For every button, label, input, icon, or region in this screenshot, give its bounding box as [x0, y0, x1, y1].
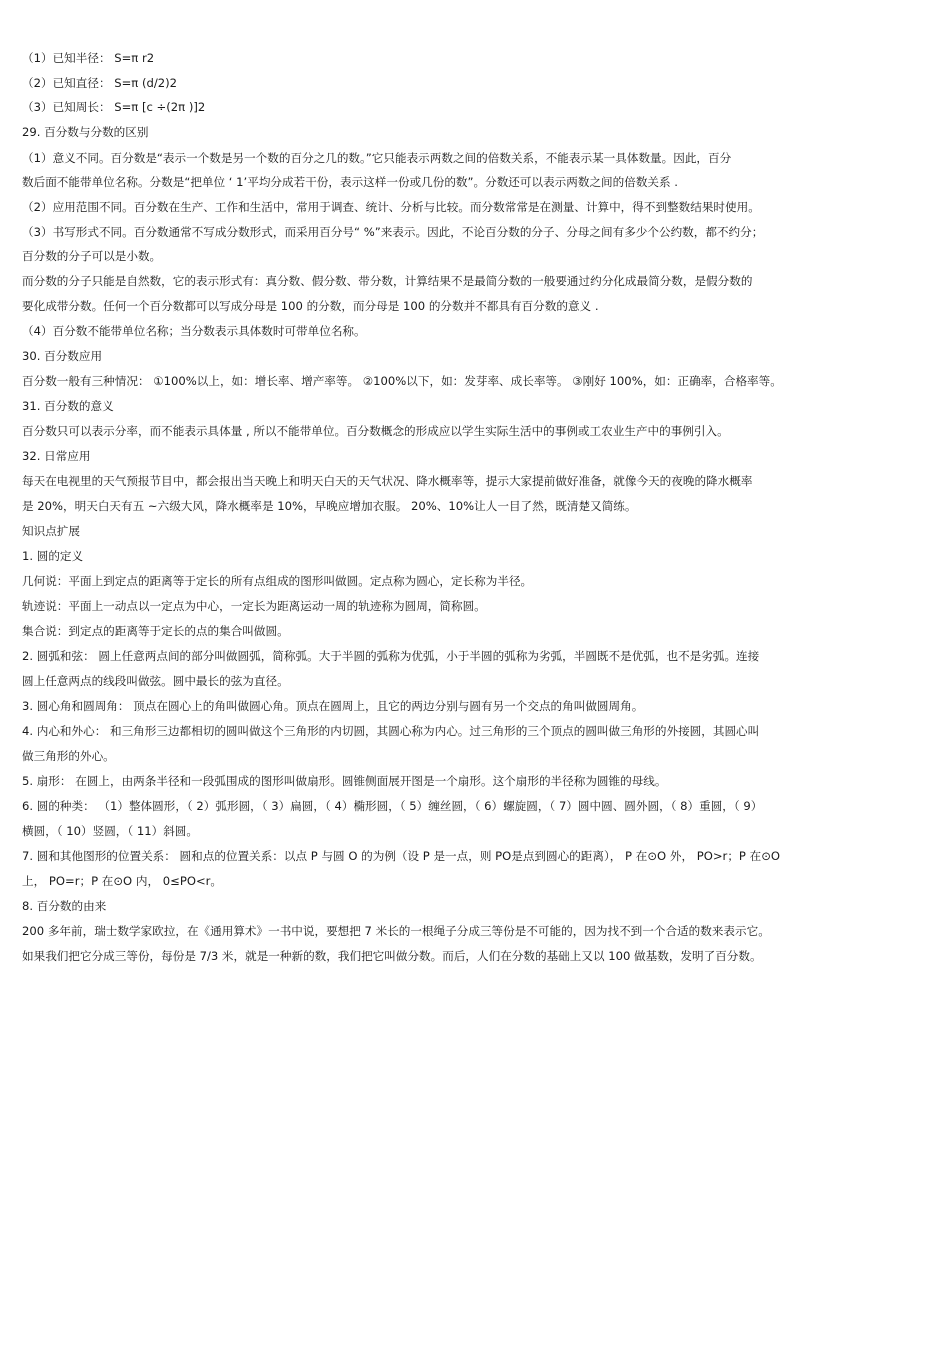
- section-heading: 知识点扩展: [22, 524, 80, 538]
- text-line: 2. 圆弧和弦： 圆上任意两点间的部分叫做圆弧，简称弧。大于半圆的弧称为优弧，小于半圆的弧称为劣弧，半圆既不是优弧，也不是劣弧。连接: [22, 649, 760, 663]
- text-line: 如果我们把它分成三等份，每份是 7/3 米，就是一种新的数，我们把它叫做分数。而后，人们在分数的基础上又以 100 做基数，发明了百分数。: [22, 949, 762, 963]
- text-line: 200 多年前，瑞士数学家欧拉，在《通用算术》一书中说，要想把 7 米长的一根绳子分成三等份是不可能的，因为找不到一个合适的数来表示它。: [22, 924, 770, 938]
- text-line: （3）书写形式不同。百分数通常不写成分数形式，而采用百分号“ %”来表示。因此，不论百分数的分子、分母之间有多少个公约数，都不约分；: [22, 225, 764, 239]
- text-line: 7. 圆和其他图形的位置关系： 圆和点的位置关系：以点 P 与圆 O 的为例（设 P 是一点，则 PO是点到圆心的距离）， P 在⊙O 外， PO>r；P 在⊙O: [22, 849, 781, 863]
- text-line: 集合说：到定点的距离等于定长的点的集合叫做圆。: [22, 624, 289, 638]
- text-line: 百分数的分子可以是小数。: [22, 249, 162, 263]
- text-line: 做三角形的外心。: [22, 749, 115, 763]
- text-line: 要化成带分数。任何一个百分数都可以写成分母是 100 的分数，而分母是 100 的分数并不都具有百分数的意义 .: [22, 299, 599, 313]
- text-line: 横圆，（ 10）竖圆，（ 11）斜圆。: [22, 824, 198, 838]
- text-line: （2）已知直径： S=π (d/2)2: [22, 76, 178, 90]
- text-line: 数后面不能带单位名称。分数是“把单位 ‘ 1’平均分成若干份，表示这样一份或几份的数”。分数还可以表示两数之间的倍数关系 .: [22, 175, 678, 189]
- text-line: 百分数一般有三种情况： ①100%以上，如：增长率、增产率等。 ②100%以下，如：发芽率、成长率等。 ③刚好 100%，如：正确率，合格率等。: [22, 374, 782, 388]
- section-heading: 31. 百分数的意义: [22, 399, 114, 413]
- text-line: 3. 圆心角和圆周角： 顶点在圆心上的角叫做圆心角。顶点在圆周上，且它的两边分别与圆有另一个交点的角叫做圆周角。: [22, 699, 644, 713]
- section-heading: 29. 百分数与分数的区别: [22, 125, 149, 139]
- section-heading: 32. 日常应用: [22, 449, 91, 463]
- text-line: 轨迹说：平面上一动点以一定点为中心，一定长为距离运动一周的轨迹称为圆周，简称圆。: [22, 599, 486, 613]
- text-line: 4. 内心和外心： 和三角形三边都相切的圆叫做这个三角形的内切圆，其圆心称为内心。过三角形的三个顶点的圆叫做三角形的外接圆，其圆心叫: [22, 724, 760, 738]
- section-heading: 8. 百分数的由来: [22, 899, 107, 913]
- text-line: 上， PO=r；P 在⊙O 内， 0≤PO<r。: [22, 874, 223, 888]
- text-line: 每天在电视里的天气预报节目中，都会报出当天晚上和明天白天的天气状况、降水概率等，提示大家提前做好准备，就像今天的夜晚的降水概率: [22, 474, 753, 488]
- text-line: 圆上任意两点的线段叫做弦。圆中最长的弦为直径。: [22, 674, 289, 688]
- section-heading: 30. 百分数应用: [22, 349, 103, 363]
- text-line: （3）已知周长： S=π [c ÷(2π )]2: [22, 100, 206, 114]
- text-line: 是 20%，明天白天有五 ~六级大风，降水概率是 10%，早晚应增加衣服。 20%、10%让人一目了然，既清楚又简练。: [22, 499, 637, 513]
- text-line: 百分数只可以表示分率，而不能表示具体量 , 所以不能带单位。百分数概念的形成应以学生实际生活中的事例或工农业生产中的事例引入。: [22, 424, 729, 438]
- text-line: （2）应用范围不同。百分数在生产、工作和生活中，常用于调查、统计、分析与比较。而分数常常是在测量、计算中，得不到整数结果时使用。: [22, 200, 760, 214]
- text-line: （1）已知半径： S=π r2: [22, 51, 155, 65]
- text-line: 5. 扇形： 在圆上，由两条半径和一段弧围成的图形叫做扇形。圆锥侧面展开图是一个扇形。这个扇形的半径称为圆锥的母线。: [22, 774, 667, 788]
- section-heading: 1. 圆的定义: [22, 549, 84, 563]
- text-line: 几何说：平面上到定点的距离等于定长的所有点组成的图形叫做圆。定点称为圆心，定长称为半径。: [22, 574, 533, 588]
- text-line: 6. 圆的种类： （1）整体圆形，（ 2）弧形圆，（ 3）扁圆，（ 4）椭形圆，（ 5）缠丝圆，（ 6）螺旋圆，（ 7）圆中圆、圆外圆，（ 8）重圆，（ 9）: [22, 799, 763, 813]
- text-line: （1）意义不同。百分数是“表示一个数是另一个数的百分之几的数。”它只能表示两数之间的倍数关系，不能表示某一具体数量。因此，百分: [22, 151, 732, 165]
- text-line: 而分数的分子只能是自然数，它的表示形式有：真分数、假分数、带分数，计算结果不是最简分数的一般要通过约分化成最简分数，是假分数的: [22, 274, 753, 288]
- text-line: （4）百分数不能带单位名称；当分数表示具体数时可带单位名称。: [22, 324, 366, 338]
